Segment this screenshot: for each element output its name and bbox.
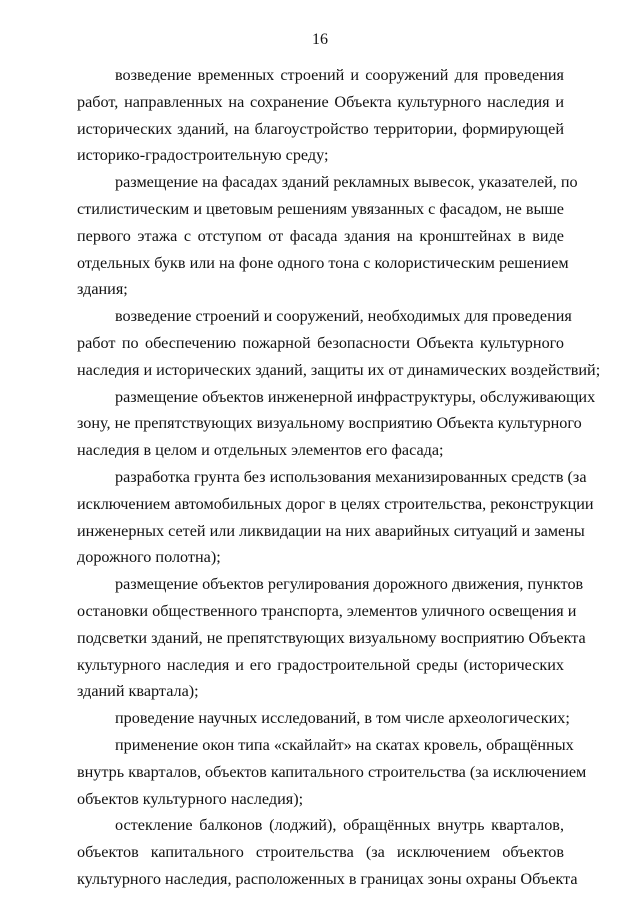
paragraph-line: наследия в целом и отдельных элементов его фасада; (77, 441, 444, 460)
paragraph (77, 705, 570, 732)
paragraph (77, 62, 564, 169)
paragraph-line: размещение объектов инженерной инфраструктуры, обслуживающих (115, 387, 596, 406)
paragraph-line: подсветки зданий, не препятствующих визуальному восприятию Объекта (77, 628, 586, 647)
paragraph-line: применение окон типа «скайлайт» на скатах кровель, обращённых (115, 735, 574, 754)
paragraph-line: дорожного полотна); (77, 548, 221, 567)
paragraph-line: отдельных букв или на фоне одного тона с колористическим решением (77, 253, 569, 272)
paragraph-line: исторических зданий, на благоустройство территории, формирующей (77, 119, 564, 138)
paragraph (77, 464, 594, 571)
paragraph (77, 732, 587, 812)
paragraph-line: остановки общественного транспорта, элементов уличного освещения и (77, 601, 577, 620)
paragraph-line: работ, направленных на сохранение Объекта культурного наследия и (77, 92, 564, 111)
page-number: 16 (312, 31, 328, 48)
paragraph-line: зону, не препятствующих визуальному восприятию Объекта культурного (77, 414, 582, 433)
paragraph (77, 169, 578, 303)
paragraph-line: внутрь кварталов, объектов капитального строительства (за исключением (77, 762, 587, 781)
paragraph-line: наследия и исторических зданий, защиты их от динамических воздействий; (77, 360, 601, 379)
paragraph-line: работ по обеспечению пожарной безопасности Объекта культурного (77, 333, 564, 352)
paragraph-line: разработка грунта без использования механизированных средств (за (115, 467, 587, 486)
paragraph (77, 303, 601, 383)
paragraph-line: исключением автомобильных дорог в целях строительства, реконструкции (77, 494, 594, 513)
paragraph-line: культурного наследия и его градостроительной среды (исторических (77, 655, 564, 674)
paragraph-line: здания; (77, 280, 128, 299)
paragraph-line: объектов капитального строительства (за исключением объектов (77, 843, 564, 862)
paragraph-line: остекление балконов (лоджий), обращённых внутрь кварталов, (115, 816, 564, 835)
paragraph (77, 812, 578, 892)
paragraph-line: историко-градостроительную среду; (77, 146, 329, 165)
paragraph-line: инженерных сетей или ликвидации на них аварийных ситуаций и замены (77, 521, 585, 540)
paragraph-line: проведение научных исследований, в том числе археологических; (115, 709, 570, 728)
document-body (77, 62, 601, 893)
paragraph-line: размещение объектов регулирования дорожного движения, пунктов (115, 575, 584, 594)
paragraph-line: стилистическим и цветовым решениям увязанных с фасадом, не выше (77, 199, 564, 218)
paragraph (77, 571, 586, 705)
paragraph (77, 384, 596, 464)
paragraph-line: возведение строений и сооружений, необходимых для проведения (115, 307, 572, 326)
paragraph-line: объектов культурного наследия); (77, 789, 304, 808)
paragraph-line: возведение временных строений и сооружений для проведения (115, 66, 564, 84)
paragraph-line: первого этажа с отступом от фасада здания на кронштейнах в виде (77, 226, 564, 245)
paragraph-line: размещение на фасадах зданий рекламных вывесок, указателей, по (115, 173, 578, 192)
paragraph-line: зданий квартала); (77, 682, 199, 701)
paragraph-line: культурного наследия, расположенных в границах зоны охраны Объекта (77, 869, 578, 888)
